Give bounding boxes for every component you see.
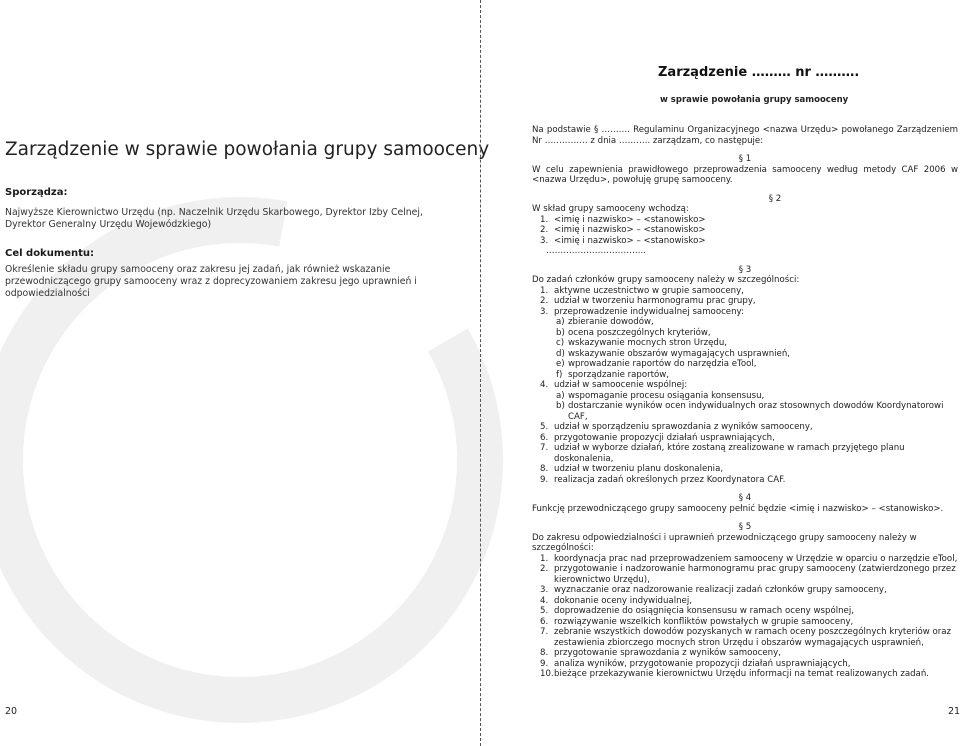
prepared-by-label: Sporządza: — [5, 187, 68, 198]
intro-paragraph: Na podstawie § ………. Regulaminu Organizacyjnego <nazwa Urzędu> powołanego Zarządzeniem Nr …………… z dnia ……….. zarządzam, co następuje: — [532, 125, 958, 146]
section-4-text: Funkcję przewodniczącego grupy samooceny pełnić będzie <imię i nazwisko> – <stanowisko>. — [532, 503, 944, 514]
page-number-left: 20 — [5, 706, 18, 717]
list-item: 3. wyznaczanie oraz nadzorowanie realizacji zadań członków grupy samooceny, — [540, 585, 887, 595]
list-item: 7. udział w wyborze działań, które zostaną zrealizowane w ramach przyjętego planu doskonalenia, — [540, 443, 905, 464]
list-item: 3. <imię i nazwisko> – <stanowisko> — [540, 235, 706, 246]
list-item: 1. koordynacja prac nad przeprowadzeniem samooceny w Urzędzie w oparciu o narzędzie eTool, — [540, 553, 958, 564]
ordinance-title: Zarządzenie ……… nr ………. — [658, 65, 860, 80]
purpose-text: Określenie składu grupy samooceny oraz zakresu jej zadań, jak również wskazanie przewodniczącego grupy samooceny wraz z doprecyzowaniem zakresu jego uprawnień i odpowiedzialności — [5, 264, 417, 299]
list-item: 1. <imię i nazwisko> – <stanowisko> — [540, 214, 706, 225]
list-item: 1. aktywne uczestnictwo w grupie samooceny, — [540, 285, 744, 296]
list-item: 4. dokonanie oceny indywidualnej, — [540, 595, 692, 606]
page-number-right: 21 — [948, 706, 960, 717]
section-4-heading: § 4 — [738, 493, 752, 503]
list-item: 2. udział w tworzeniu harmonogramu prac grupy, — [540, 296, 756, 306]
section-2-intro: W skład grupy samooceny wchodzą: — [532, 204, 689, 214]
list-item: 6. rozwiązywanie wszelkich konfliktów powstałych w grupie samooceny, — [540, 616, 854, 627]
right-page — [482, 0, 960, 746]
document-title: Zarządzenie w sprawie powołania grupy samooceny — [5, 139, 490, 160]
sub-list-item: f) sporządzanie raportów, — [556, 369, 670, 380]
section-2-heading: § 2 — [768, 193, 782, 204]
section-1-heading: § 1 — [738, 154, 752, 164]
list-item: 9. realizacja zadań określonych przez Koordynatora CAF. — [540, 474, 786, 485]
section-5-intro: Do zakresu odpowiedzialności i uprawnień przewodniczącego grupy samooceny należy w szczególności: — [532, 532, 917, 553]
prepared-by-text: Najwyższe Kierownictwo Urzędu (np. Naczelnik Urzędu Skarbowego, Dyrektor Izby Celnej, Dyrektor Generalny Urzędu Wojewódzkiego) — [5, 207, 423, 230]
section-3-list — [532, 286, 958, 486]
sub-list-item: a) zbieranie dowodów, — [556, 317, 654, 327]
sub-list-item: a) wspomaganie procesu osiągania konsensusu, — [556, 390, 765, 401]
sub-list-item: d) wskazywanie obszarów wymagających usprawnień, — [556, 348, 791, 359]
list-item: 7. zebranie wszystkich dowodów pozyskanych w ramach oceny poszczególnych kryteriów oraz zestawienia zbiorczego mocnych stron Urzędu i obszarów wymagających usprawnień, — [540, 627, 952, 648]
ordinance-body — [532, 125, 958, 680]
list-item: 4. udział w samoocenie wspólnej: — [540, 380, 688, 390]
section-3-heading: § 3 — [738, 264, 752, 275]
section-1-text: W celu zapewnienia prawidłowego przeprowadzenia samooceny według metody CAF 2006 w <nazwa Urzędu>, powołuję grupę samooceny. — [532, 164, 958, 185]
section-5-list — [532, 554, 958, 680]
list-item: 9. analiza wyników, przygotowanie propozycji działań usprawniających, — [540, 658, 851, 669]
sub-list-item: b) ocena poszczególnych kryteriów, — [556, 327, 711, 338]
list-item: 8. przygotowanie sprawozdania z wyników samooceny, — [540, 648, 781, 658]
sub-list-item: e) wprowadzanie raportów do narzędzia eTool, — [556, 359, 757, 369]
ordinance-subtitle: w sprawie powołania grupy samooceny — [660, 95, 849, 105]
sub-list-item: c) wskazywanie mocnych stron Urzędu, — [556, 338, 728, 348]
section-5-heading: § 5 — [738, 522, 752, 532]
list-item: 5. udział w sporządzeniu sprawozdania z wyników samooceny, — [540, 422, 813, 432]
purpose-label: Cel dokumentu: — [5, 248, 95, 259]
list-item: 2. przygotowanie i nadzorowanie harmonogramu prac grupy samooceny (zatwierdzonego przez kierownictwo Urzędu), — [540, 564, 956, 585]
list-item: 2. <imię i nazwisko> – <stanowisko> — [540, 225, 706, 235]
page-divider — [480, 0, 481, 746]
section-2-ellipsis: …………………………….. — [546, 246, 646, 256]
list-item: 6. przygotowanie propozycji działań usprawniających, — [540, 432, 775, 443]
list-item: 10. bieżące przekazywanie kierownictwu Urzędu informacji na temat realizowanych zadań. — [540, 669, 930, 679]
list-item: 3. przeprowadzenie indywidualnej samooceny: — [540, 306, 744, 317]
sub-list-item: b) dostarczanie wyników ocen indywidualnych oraz stosownych dowodów Koordynatorowi CAF, — [556, 401, 944, 422]
section-2-list — [532, 215, 958, 247]
list-item: 5. doprowadzenie do osiągnięcia konsensusu w ramach oceny wspólnej, — [540, 606, 854, 616]
list-item: 8. udział w tworzeniu planu doskonalenia, — [540, 464, 724, 474]
section-3-intro: Do zadań członków grupy samooceny należy w szczególności: — [532, 275, 800, 285]
